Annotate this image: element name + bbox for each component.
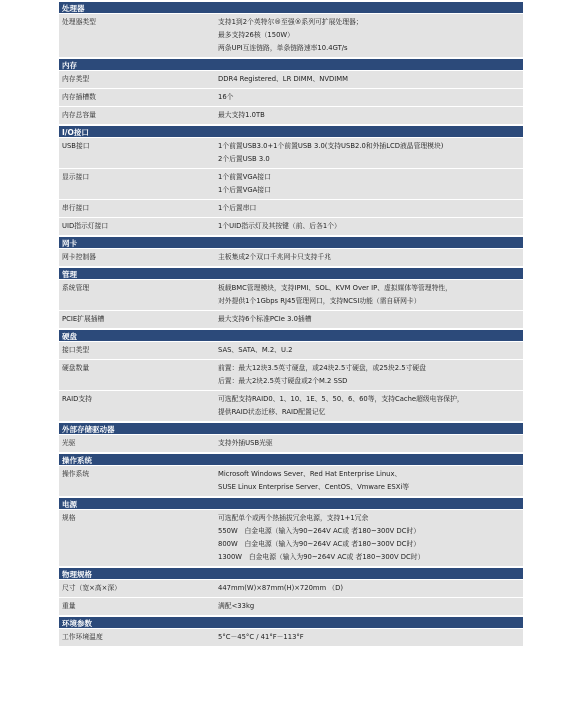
section-header: 网卡 (59, 235, 523, 248)
spec-value-line: 最大支持6个标准PCIe 3.0插槽 (218, 315, 312, 323)
spec-value-line: 后置：最大2块2.5英寸硬盘或2个M.2 SSD (218, 377, 348, 385)
spec-value (218, 510, 523, 566)
spec-value-line: 16个 (218, 93, 234, 101)
spec-value-line: 1个后置串口 (218, 204, 257, 212)
spec-row (59, 341, 523, 359)
spec-value-line: 1个后置VGA接口 (218, 186, 271, 194)
spec-row (59, 579, 523, 597)
spec-section (59, 615, 523, 646)
spec-section (59, 235, 523, 266)
spec-value-line: 最多支持26核（150W） (218, 31, 294, 39)
spec-value-line: 两条UPI互连链路，单条链路速率10.4GT/s (218, 44, 348, 52)
spec-value (218, 311, 523, 328)
spec-section (59, 421, 523, 452)
spec-section (59, 0, 523, 57)
spec-value (218, 629, 523, 646)
spec-value (218, 218, 523, 235)
spec-row (59, 509, 523, 566)
spec-value (218, 138, 523, 168)
spec-value-line: SAS、SATA、M.2、U.2 (218, 346, 293, 354)
spec-row (59, 465, 523, 496)
spec-value-line: 2个后置USB 3.0 (218, 155, 270, 163)
spec-value-line: 可选配单个或两个热插拔冗余电源，支持1+1冗余 (218, 514, 369, 522)
spec-value (218, 580, 523, 597)
spec-label: 尺寸（宽×高×深） (62, 584, 121, 592)
spec-value (218, 71, 523, 88)
spec-value (218, 360, 523, 390)
spec-row (59, 390, 523, 421)
spec-value (218, 200, 523, 217)
spec-value-line: 5°C－45°C / 41°F－113°F (218, 633, 304, 641)
spec-section (59, 266, 523, 328)
section-header: I/O接口 (59, 124, 523, 137)
spec-label: 重量 (62, 602, 76, 610)
spec-value-line: 1个UID指示灯及其按键（前、后各1个） (218, 222, 341, 230)
spec-row (59, 597, 523, 615)
spec-value-line: 对外提供1个1Gbps RJ45管理网口，支持NCSI功能（需自研网卡） (218, 297, 421, 305)
spec-row (59, 434, 523, 452)
spec-value-line: 板载BMC管理模块，支持IPMI、SOL、KVM Over IP、虚拟媒体等管理特性， (218, 284, 452, 292)
spec-value-line: DDR4 Registered、LR DIMM、NVDIMM (218, 75, 348, 83)
spec-value-line: 可选配支持RAID0、1、10、1E、5、50、6、60等，支持Cache超级电容保护， (218, 395, 464, 403)
section-header: 环境参数 (59, 615, 523, 628)
spec-section (59, 328, 523, 421)
spec-value (218, 249, 523, 266)
spec-row (59, 199, 523, 217)
spec-section (59, 566, 523, 615)
spec-value (218, 89, 523, 106)
spec-label: 接口类型 (62, 346, 90, 354)
spec-label: 硬盘数量 (62, 364, 90, 372)
section-header: 物理规格 (59, 566, 523, 579)
spec-value-line: 前置：最大12块3.5英寸硬盘，或24块2.5寸硬盘，或25块2.5寸硬盘 (218, 364, 426, 372)
section-header: 内存 (59, 57, 523, 70)
spec-section (59, 124, 523, 235)
spec-label: 内存类型 (62, 75, 90, 83)
spec-value-line: 1300W 白金电源（输入为90~264V AC或 者180~300V DC时） (218, 553, 425, 561)
spec-label: 内存插槽数 (62, 93, 96, 101)
spec-value-line: Microsoft Windows Sever、Red Hat Enterprise Linux、 (218, 470, 402, 478)
spec-label: USB接口 (62, 142, 90, 150)
spec-row (59, 88, 523, 106)
spec-value-line: 提供RAID状态迁移、RAID配置记忆 (218, 408, 326, 416)
spec-value-line: 最大支持1.0TB (218, 111, 265, 119)
spec-value (218, 280, 523, 310)
spec-value-line: 1个前置VGA接口 (218, 173, 271, 181)
spec-label: 处理器类型 (62, 18, 96, 26)
spec-row (59, 13, 523, 57)
section-header: 操作系统 (59, 452, 523, 465)
spec-value (218, 14, 523, 57)
spec-value-line: 支持1到2个英特尔®至强®系列可扩展处理器； (218, 18, 363, 26)
spec-value (218, 435, 523, 452)
spec-row (59, 279, 523, 310)
spec-value (218, 342, 523, 359)
spec-row (59, 310, 523, 328)
spec-row (59, 168, 523, 199)
spec-label: UID指示灯接口 (62, 222, 109, 230)
spec-label: 串行接口 (62, 204, 90, 212)
spec-section (59, 496, 523, 566)
spec-label: 显示接口 (62, 173, 90, 181)
spec-value-line: 550W 白金电源（输入为90~264V AC或 者180~300V DC时） (218, 527, 421, 535)
spec-section (59, 57, 523, 124)
spec-value (218, 466, 523, 496)
spec-label: 光驱 (62, 439, 76, 447)
section-header: 管理 (59, 266, 523, 279)
spec-value-line: 主板集成2个双口千兆网卡只支持千兆 (218, 253, 332, 261)
spec-label: RAID支持 (62, 395, 92, 403)
spec-section (59, 452, 523, 496)
spec-row (59, 70, 523, 88)
spec-label: 工作环境温度 (62, 633, 103, 641)
spec-label: 网卡控制器 (62, 253, 96, 261)
spec-value-line: 满配<33kg (218, 602, 255, 610)
spec-row (59, 359, 523, 390)
spec-label: 规格 (62, 514, 76, 522)
spec-value (218, 107, 523, 124)
spec-value-line: 800W 白金电源（输入为90~264V AC或 者180~300V DC时） (218, 540, 421, 548)
section-header: 外部存储驱动器 (59, 421, 523, 434)
section-header: 电源 (59, 496, 523, 509)
section-header: 处理器 (59, 0, 523, 13)
spec-value (218, 169, 523, 199)
spec-row (59, 137, 523, 168)
spec-table (59, 0, 523, 646)
spec-row (59, 106, 523, 124)
spec-value-line: 支持外插USB光驱 (218, 439, 273, 447)
spec-row (59, 248, 523, 266)
spec-label: 操作系统 (62, 470, 90, 478)
spec-label: 内存总容量 (62, 111, 96, 119)
spec-row (59, 217, 523, 235)
spec-value-line: 1个前置USB3.0+1个前置USB 3.0(支持USB2.0和外插LCD液晶管理模块) (218, 142, 444, 150)
spec-value-line: 447mm(W)×87mm(H)×720mm （D) (218, 584, 343, 592)
section-header: 硬盘 (59, 328, 523, 341)
spec-value (218, 598, 523, 615)
spec-value-line: SUSE Linux Enterprise Server、CentOS、Vmware ESXi等 (218, 483, 410, 491)
spec-label: 系统管理 (62, 284, 90, 292)
spec-row (59, 628, 523, 646)
spec-label: PCIE扩展插槽 (62, 315, 105, 323)
spec-value (218, 391, 523, 421)
